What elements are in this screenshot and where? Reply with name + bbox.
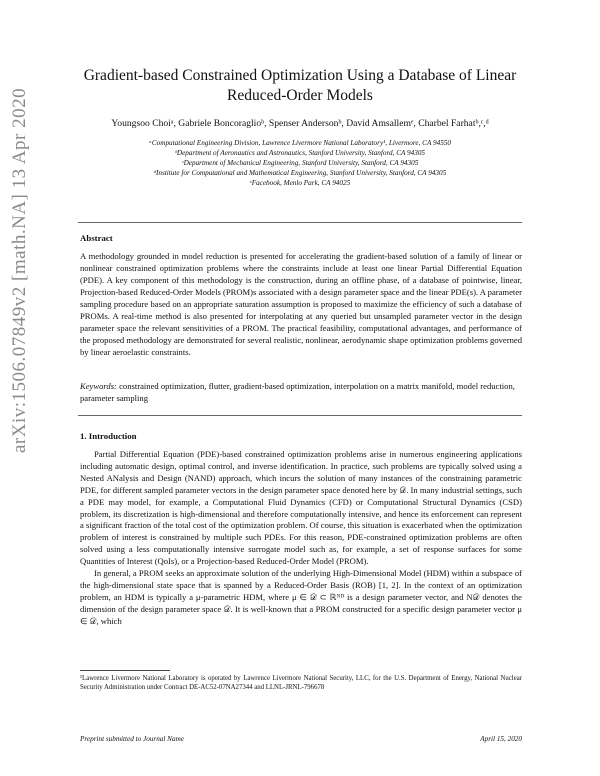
footer-date: April 15, 2020 xyxy=(480,735,522,743)
footnote: ¹Lawrence Livermore National Laboratory is operated by Lawrence Livermore National Security, LLC, for the U.S. Department of Energy, National Nuclear Security Administration under Contract DE-AC52-07NA27344 and LLNL-JRNL-796678 xyxy=(80,675,522,692)
abstract-heading: Abstract xyxy=(80,233,113,243)
abstract-top-rule xyxy=(78,222,522,223)
affiliation-b: ᵇDepartment of Aeronautics and Astronautics, Stanford University, Stanford, CA 94305 xyxy=(174,149,426,157)
footer-journal: Preprint submitted to Journal Name xyxy=(80,735,184,743)
affiliation-d: ᵈInstitute for Computational and Mathematical Engineering, Stanford University, Stanford, CA 94305 xyxy=(153,169,447,177)
author-list: Youngsoo Choiᵃ, Gabriele Boncoraglioᵇ, Spenser Andersonᵇ, David Amsallemᵉ, Charbel Farhatᵇ,ᶜ,ᵈ xyxy=(111,118,489,129)
section-heading: 1. Introduction xyxy=(80,431,137,441)
keywords-list: constrained optimization, flutter, gradient-based optimization, interpolation on a matrix manifold, model reduction, parameter sampling xyxy=(80,381,515,403)
abstract-text: A methodology grounded in model reduction is presented for accelerating the gradient-based solution of a family of linear or nonlinear constrained optimization problems where the constraints include at least one linear Partial Differential Equation (PDE). A key component of this methodology is the construction, during an offline phase, of a database of pointwise, linear, Projection-based Reduced-Order Models (PROM)s associated with a design parameter space and the linear PDE(s). A parameter sampling procedure based on an appropriate saturation assumption is proposed to maximize the efficiency of such a database of PROMs. A real-time method is also presented for interpolating at any queried but unsampled parameter vector in the design parameter space the relevant sensitivities of a PROM. The practical feasibility, computational advantages, and performance of the proposed methodology are demonstrated for several realistic, nonlinear, aerodynamic shape optimization problems governed by linear aeroelastic constraints. xyxy=(80,251,522,357)
arxiv-sidebar-stamp: arXiv:1506.07849v2 [math.NA] 13 Apr 2020 xyxy=(9,87,30,453)
affiliation-a: ᵃComputational Engineering Division, Lawrence Livermore National Laboratory¹, Livermore, CA 94550 xyxy=(149,139,451,147)
paper-title: Gradient-based Constrained Optimization Using a Database of Linear Reduced-Order Models xyxy=(83,67,517,104)
affiliation-e: ᵉFacebook, Menlo Park, CA 94025 xyxy=(249,179,351,187)
abstract-bottom-rule xyxy=(78,415,522,416)
affiliation-c: ᶜDepartment of Mechanical Engineering, Stanford University, Stanford, CA 94305 xyxy=(181,159,419,167)
intro-paragraph-2: In general, a PROM seeks an approximate solution of the underlying High-Dimensional Model (HDM) within a subspace of the high-dimensional state space that is spanned by a Reduced-Order Basis (ROB) [1, 2]. In the context of an optimization problem, an HDM is typically a μ-parametric HDM, where μ ∈ 𝒟 ⊂ ℝᴺᴰ is a design parameter vector, and N𝒟 denotes the dimension of the design parameter space 𝒟. It is well-known that a PROM constructed for a specific design parameter vector μ ∈ 𝒟, which xyxy=(80,568,522,626)
keywords-label: Keywords: xyxy=(80,381,117,391)
keywords xyxy=(80,380,522,404)
affiliations xyxy=(60,138,540,188)
footnote-rule xyxy=(80,670,170,671)
intro-paragraph-1: Partial Differential Equation (PDE)-based constrained optimization problems arise in numerous engineering applications including automatic design, optimal control, and inverse identification. In practice, such problems are typically solved using a Nested ANalysis and Design (NAND) approach, which incurs the solution of many instances of the constraining parametric PDE, for different sampled parameter vectors in the design parameter space denoted here by 𝒟. In many industrial settings, such a PDE may model, for example, a Computational Fluid Dynamics (CFD) or Computational Structural Dynamics (CSD) problem, its discretization is high-dimensional and therefore computationally intensive, and hence its enforcement can represent a significant fraction of the total cost of the optimization problem. Of course, this situation is exacerbated when the optimization problem of interest is constrained by multiple such PDEs. For this reason, PDE-constrained optimization problems are often solved using a less computationally intensive surrogate model such as, for example, a set of response surfaces for some Quantities of Interest (QoIs), or a Projection-based Reduced-Order Model (PROM). xyxy=(80,449,522,567)
